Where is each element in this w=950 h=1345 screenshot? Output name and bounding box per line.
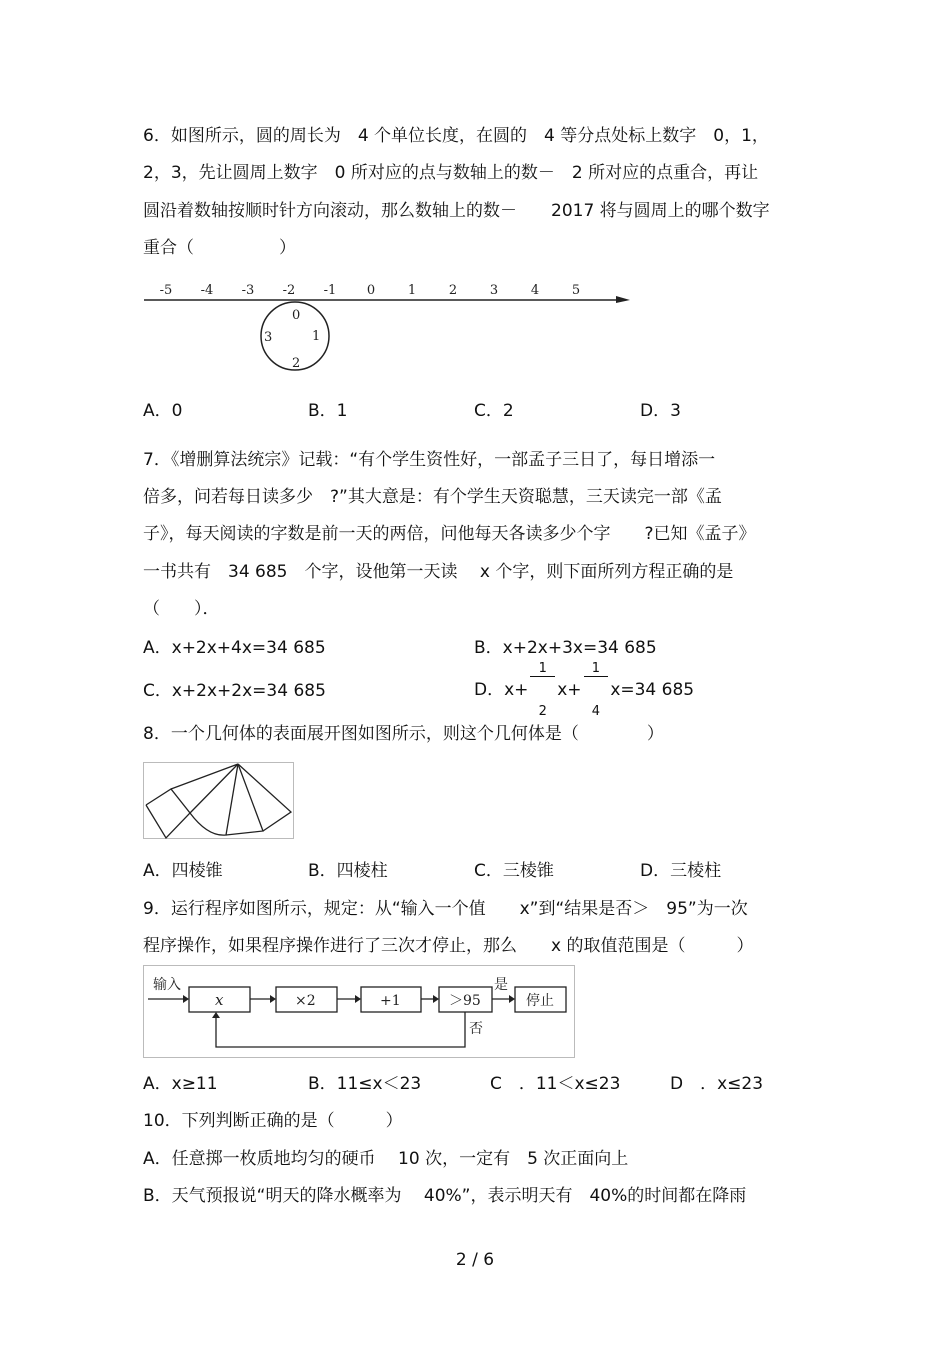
q9-option-b: B．11≤x＜23 [308, 1074, 422, 1094]
arrow-icon [183, 995, 189, 1003]
q9-option-c: C ．11＜x≤23 [490, 1074, 621, 1094]
flow-no-label: 否 [469, 1021, 483, 1037]
circle-label-2: 2 [292, 356, 301, 371]
flow-yes-label: 是 [494, 977, 508, 993]
axis-tick-label: 4 [530, 283, 540, 298]
q7-line-4: 一书共有 34 685 个字，设他第一天读 x 个字，则下面所列方程正确的是 [143, 562, 734, 582]
arrow-icon [355, 995, 361, 1003]
flow-box-compare-label: ＞95 [449, 993, 481, 1009]
q8-option-c: C．三棱锥 [474, 861, 554, 881]
flow-stop-label: 停止 [526, 993, 554, 1009]
q7-option-d-prefix: D．x+ [474, 680, 529, 700]
q6-line-2: 2，3，先让圆周上数字 0 所对应的点与数轴上的数－ 2 所对应的点重合，再让 [143, 163, 759, 183]
q6-option-c: C．2 [474, 401, 514, 421]
arrow-icon [509, 995, 515, 1003]
q8-option-a: A．四棱锥 [143, 861, 223, 881]
q10-line-1: 10．下列判断正确的是（ ） [143, 1111, 403, 1131]
arrow-icon [433, 995, 439, 1003]
q7-line-1: 7．《增删算法统宗》记载：“有个学生资性好，一部孟子三日了，每日增添一 [143, 450, 716, 470]
q6-line-3: 圆沿着数轴按顺时针方向滚动，那么数轴上的数－ 2017 将与圆周上的哪个数字 [143, 201, 770, 221]
q8-option-d: D．三棱柱 [640, 861, 722, 881]
q8-option-b: B．四棱柱 [308, 861, 388, 881]
number-line-figure [140, 278, 640, 378]
arrow-icon [212, 1012, 220, 1018]
axis-tick-label: -4 [200, 283, 214, 298]
axis-tick-label: -1 [323, 283, 337, 298]
axis-arrow-icon [616, 296, 630, 303]
arrow-icon [270, 995, 276, 1003]
fraction-denominator: 2 [538, 703, 547, 719]
figure-frame [144, 763, 294, 839]
flow-box-plus-1-label: +1 [380, 993, 401, 1009]
flowchart-figure [143, 965, 576, 1059]
axis-tick-label: 2 [448, 283, 458, 298]
flow-input-label: 输入 [153, 977, 181, 993]
q6-option-b: B．1 [308, 401, 348, 421]
q6-line-1: 6．如图所示，圆的周长为 4 个单位长度，在圆的 4 等分点处标上数字 0，1， [143, 126, 769, 146]
q6-line-4: 重合（ ） [143, 238, 296, 258]
circle-label-3: 3 [264, 330, 273, 345]
q9-line-2: 程序操作，如果程序操作进行了三次才停止，那么 x 的取值范围是（ ） [143, 936, 754, 956]
net-shape [146, 764, 291, 838]
q7-option-b: B．x+2x+3x=34 685 [474, 638, 657, 658]
q7-line-3: 子》，每天阅读的字数是前一天的两倍，问他每天各读多少个字 ?已知《孟子》 [143, 524, 756, 544]
q6-option-a: A．0 [143, 401, 183, 421]
flow-box-x-label: x [215, 991, 224, 1009]
circle-label-0: 0 [292, 308, 301, 323]
axis-tick-label: -3 [241, 283, 255, 298]
axis-tick-label: 0 [366, 283, 376, 298]
q8-line-1: 8．一个几何体的表面展开图如图所示，则这个几何体是（ ） [143, 724, 664, 744]
q7-option-d-suffix: x=34 685 [610, 680, 695, 700]
page-number: 2 / 6 [455, 1250, 495, 1270]
q7-option-d-middle: x+ [557, 680, 582, 700]
axis-tick-label: 3 [489, 283, 499, 298]
q10-option-b: B．天气预报说“明天的降水概率为 40%”，表示明天有 40%的时间都在降雨 [143, 1186, 747, 1206]
q9-line-1: 9．运行程序如图所示，规定：从“输入一个值 x”到“结果是否＞ 95”为一次 [143, 899, 748, 919]
q7-option-d [474, 660, 695, 719]
circle-label-1: 1 [312, 329, 321, 344]
axis-tick-label: 1 [407, 283, 417, 298]
axis-tick-label: -2 [282, 283, 296, 298]
q7-option-c: C．x+2x+2x=34 685 [143, 681, 326, 701]
net-diagram-figure [143, 762, 295, 840]
q6-option-d: D．3 [640, 401, 681, 421]
q10-option-a: A．任意掷一枚质地均匀的硬币 10 次，一定有 5 次正面向上 [143, 1149, 629, 1169]
fraction-denominator: 4 [591, 703, 601, 719]
fraction-numerator: 1 [584, 662, 609, 677]
axis-tick-label: -5 [159, 283, 173, 298]
q7-option-a: A．x+2x+4x=34 685 [143, 638, 326, 658]
q7-line-2: 倍多，问若每日读多少 ?”其大意是：有个学生天资聪慧，三天读完一部《孟 [143, 487, 722, 507]
flow-box-times-2-label: ×2 [295, 993, 316, 1009]
q9-option-a: A．x≥11 [143, 1074, 218, 1094]
q9-option-d: D ．x≤23 [670, 1074, 764, 1094]
axis-tick-label: 5 [571, 283, 581, 298]
q7-line-5: （ ）． [143, 599, 220, 619]
fraction-numerator: 1 [530, 662, 555, 677]
